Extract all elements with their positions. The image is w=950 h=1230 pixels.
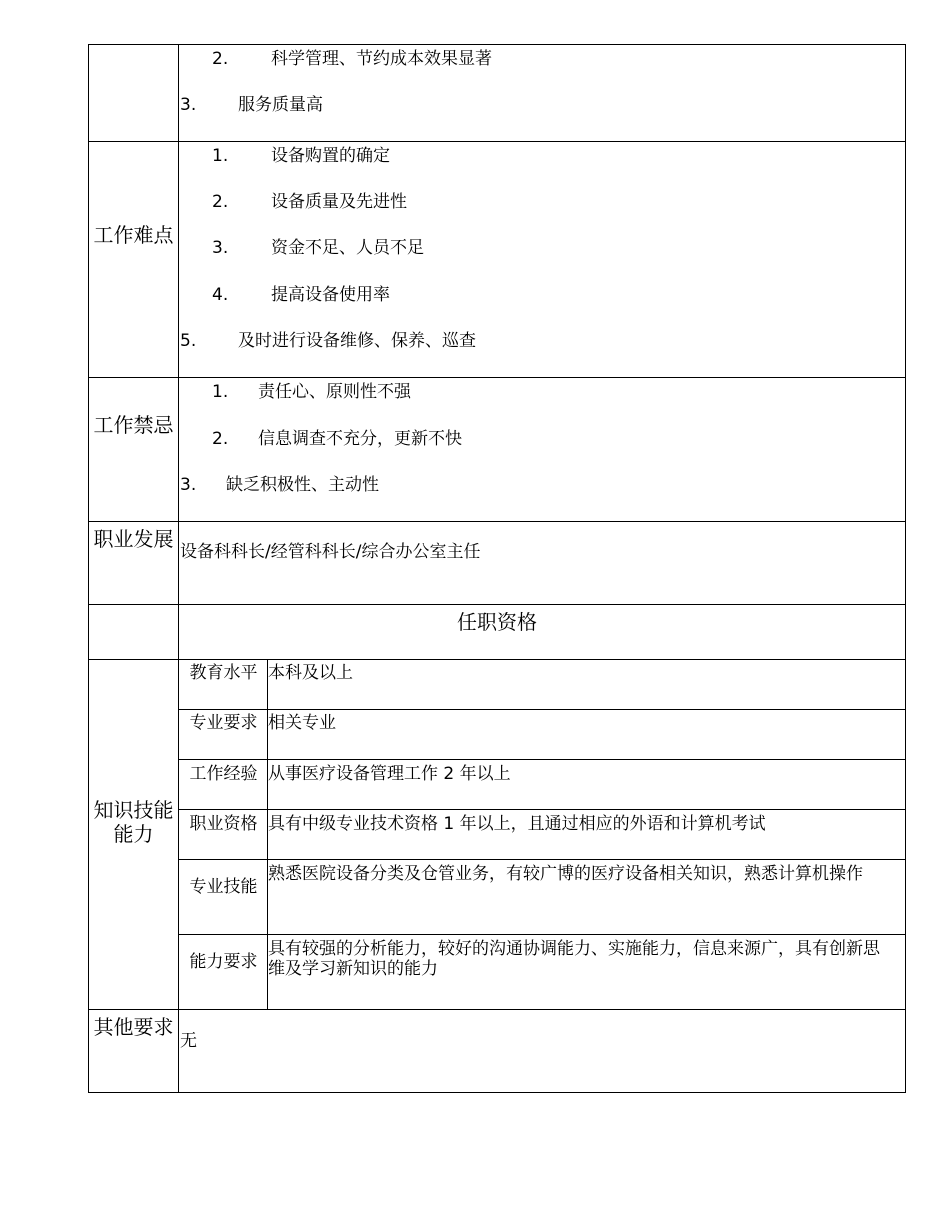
certification-label: 职业资格 (189, 814, 258, 834)
professional-skill-value: 熟悉医院设备分类及仓管业务，有较广博的医疗设备相关知识，熟悉计算机操作 (268, 864, 863, 884)
row-divider (88, 141, 906, 142)
certification-value: 具有中级专业技术资格 1 年以上，且通过相应的外语和计算机考试 (268, 814, 766, 834)
list-number: 1. (212, 382, 229, 402)
label-column-divider (178, 44, 179, 1093)
list-item (180, 95, 196, 115)
list-item-text: 设备购置的确定 (271, 146, 390, 166)
major-label: 专业要求 (189, 713, 258, 733)
qualification-title: 任职资格 (457, 610, 537, 634)
education-value: 本科及以上 (268, 663, 353, 683)
ability-label: 能力要求 (189, 952, 258, 972)
sub-row-divider (178, 934, 906, 935)
row-divider (88, 1009, 906, 1010)
list-number: 2. (212, 429, 229, 449)
major-value: 相关专业 (268, 713, 336, 733)
knowledge-label: 知识技能能力 (93, 798, 174, 846)
sub-row-divider (178, 709, 906, 710)
list-item-text: 提高设备使用率 (271, 285, 390, 305)
other-label: 其他要求 (93, 1015, 174, 1039)
career-text: 设备科科长/经管科科长/综合办公室主任 (180, 542, 481, 562)
list-item-text: 信息调查不充分，更新不快 (258, 429, 462, 449)
list-item-text: 责任心、原则性不强 (258, 382, 411, 402)
list-item-text: 科学管理、节约成本效果显著 (271, 49, 492, 69)
list-number: 4. (212, 285, 229, 305)
list-number: 3. (180, 95, 197, 115)
list-item-text: 服务质量高 (238, 95, 323, 115)
sub-row-divider (178, 759, 906, 760)
row-divider (88, 377, 906, 378)
list-number: 3. (180, 475, 197, 495)
experience-value: 从事医疗设备管理工作 2 年以上 (268, 764, 511, 784)
job-table (88, 44, 906, 1093)
list-item (212, 49, 228, 69)
sub-row-divider (178, 859, 906, 860)
difficulty-label: 工作难点 (93, 223, 174, 247)
list-number: 1. (212, 146, 229, 166)
row-divider (88, 659, 906, 660)
list-item-text: 及时进行设备维修、保养、巡查 (238, 331, 476, 351)
taboo-label: 工作禁忌 (93, 413, 174, 437)
ability-value: 具有较强的分析能力，较好的沟通协调能力、实施能力，信息来源广，具有创新思维及学习新知识的能力 (268, 939, 880, 979)
row-divider (88, 604, 906, 605)
education-label: 教育水平 (189, 663, 258, 683)
list-item-text: 设备质量及先进性 (271, 192, 407, 212)
row-divider (88, 521, 906, 522)
professional-skill-label: 专业技能 (189, 877, 258, 897)
experience-label: 工作经验 (189, 764, 258, 784)
list-item-text: 资金不足、人员不足 (271, 238, 424, 258)
list-number: 2. (212, 192, 229, 212)
list-item-text: 缺乏积极性、主动性 (226, 475, 379, 495)
list-number: 2. (212, 49, 229, 69)
list-number: 3. (212, 238, 229, 258)
career-label: 职业发展 (93, 527, 174, 551)
list-number: 5. (180, 331, 197, 351)
other-text: 无 (180, 1031, 197, 1051)
sub-row-divider (178, 809, 906, 810)
